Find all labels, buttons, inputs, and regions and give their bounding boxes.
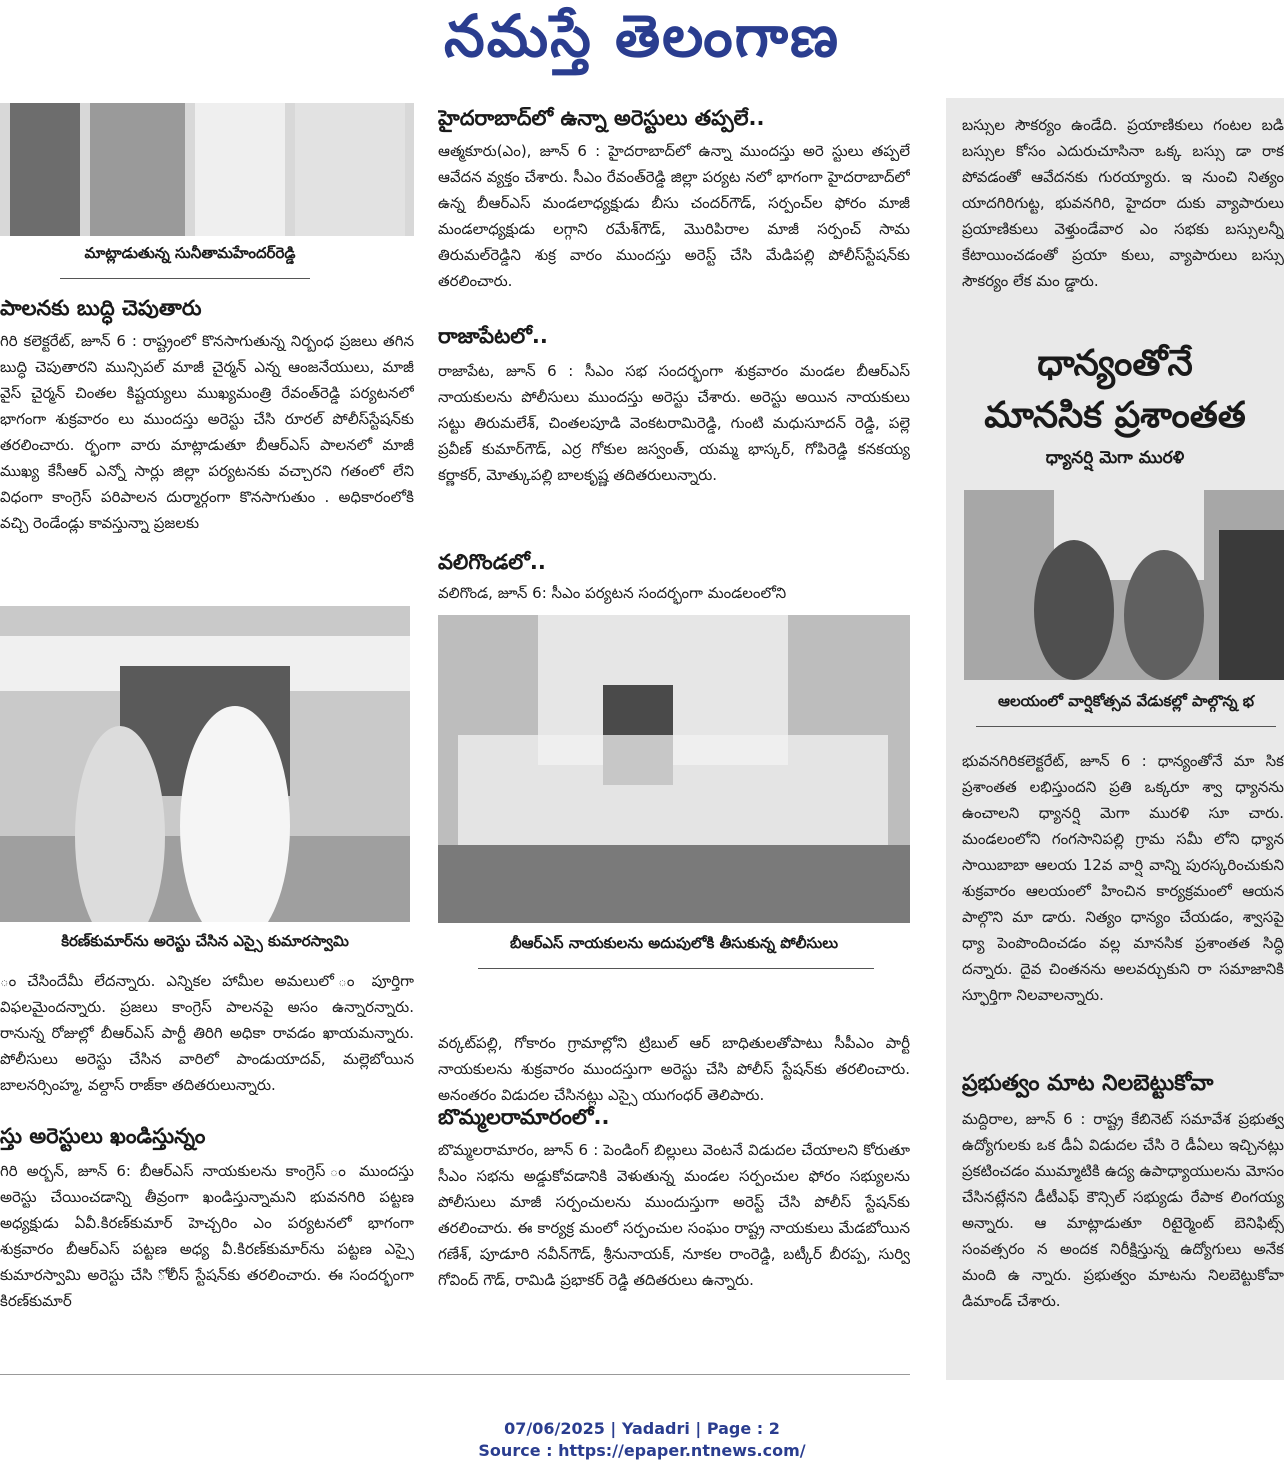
newspaper-title: నమస్తే తెలంగాణ [444,2,840,70]
headline: ప్రభుత్వం మాట నిలబెట్టుకోవా [962,1071,1214,1096]
story-text: గిరి అర్బన్, జూన్ 6: బీఆర్‌ఎస్ నాయకులను కాంగ్రెస్ ం ముందస్తు అరెస్టు చేయించడాన్ని తీవ్రంగా ఖండిస్తున్నామని భువనగిరి పట్టణ అధ్యక్షుడు ఏవీ.కిరణ్‌కుమార్ హెచ్చరిం ఎం పర్యటనలో భాగంగా శుక్రవారం బీఆర్‌ఎస్ పట్టణ అధ్య వీ.కిరణ్‌కుమార్‌ను పట్టణ ఎస్సై కుమారస్వామి అరెస్టు చేసి ోలీస్ స్టేషన్‌కు తరలించారు. ఈ సందర్భంగా కిరణ్‌కుమార్ [0,1162,414,1310]
story-text: ం చేసిందేమీ లేదన్నారు. ఎన్నికల హామీల అమలులో ం పూర్తిగా విఫలమైందన్నారు. ప్రజలు కాంగ్రెస్ పాలనపై అసం ఉన్నారన్నారు. రానున్న రోజుల్లో బీఆర్‌ఎస్ పార్టీ తిరిగి అధికా రావడం ఖాయమన్నారు. పోలీసులు అరెస్టు చేసిన వారిలో పాండుయాదవ్, మల్లెబోయిన బాలనర్సింహ్మ, వల్దాస్ రాజ్‌కా తదితరులున్నారు. [0,972,414,1094]
headline: స్తు అరెస్టులు ఖండిస్తున్నం [0,1124,206,1148]
story-text: బస్సుల సౌకర్యం ఉండేది. ప్రయాణికులు గంటల బడి బస్సుల కోసం ఎదురుచూసినా ఒక్క బస్సు డా రాక పోవడంతో ఆవేదనకు గురయ్యారు. ఇ నుంచి నిత్యం యాదగిరిగుట్ట, భువనగిరి, హైదరా దుకు వ్యాపారులు ప్రయాణికులు వెళ్తుండేవార ఎం సభకు బస్సులన్నీ కేటాయించడంతో ప్రయా కులు, వ్యాపారులు బస్సు సౌకర్యం లేక మం డ్డారు. [962,116,1284,290]
story-text: బొమ్మలరామారం, జూన్ 6 : పెండింగ్ బిల్లులు వెంటనే విడుదల చేయాలని కోరుతూ సీఎం సభను అడ్డుకోవడానికి వెళుతున్న మండల సర్పంచుల ఫోరం సభ్యులను పోలీసులు మాజీ సర్పంచులను ముందుస్తుగా అరెస్ట్ చేసి పోలీస్ స్టేషన్‌కు తరలించారు. ఈ కార్యక్ర మంలో సర్పంచుల సంఘం రాష్ట్ర నాయకులు మేడబోయిన గణేశ్, పూడూరి నవీన్‌గౌడ్, శ్రీనునాయక్, నూకల రాంరెడ్డి, బట్కీర్ బీరప్ప, సుర్వి గోవింద్ గౌడ్, రామిడి ప్రభాకర్ రెడ్డి తదితరులు ఉన్నారు. [438,1141,910,1289]
story-text: మద్దిరాల, జూన్ 6 : రాష్ట్ర కేబినెట్ సమావేశ ప్రభుత్వ ఉద్యోగులకు ఒక డీఏ విడుదల చేసి రె డీఏలు ఇచ్చినట్లు ప్రకటించడం ముమ్మాటికి ఉద్య ఉపాధ్యాయులను మోసం చేసినట్లేనని డీటీఎఫ్ కౌన్సిల్ సభ్యుడు రేపాక లింగయ్య అన్నారు. ఆ మాట్లాడుతూ రిటైర్మెంట్ బెనిఫిట్స్ సంవత్సరం న అందక నిరీక్షిస్తున్న ఉద్యోగులు అనేక మంది ఉ న్నారు. ప్రభుత్వం మాటను నిలబెట్టుకోవా డిమాండ్ చేశారు. [962,1110,1284,1310]
divider [976,726,1276,727]
sidebar-headline-line1: ధాన్యంతోనే [1037,343,1193,384]
byline: ధ్యానర్షి మెగా మురళి [1045,448,1185,468]
story-text: ఆత్మకూరు(ఎం), జూన్ 6 : హైదరాబాద్‌లో ఉన్నా ముందస్తు అరె స్టులు తప్పలే ఆవేదన వ్యక్తం చేశారు. సీఎం రేవంత్‌రెడ్డి జిల్లా పర్యట నలో భాగంగా హైదరాబాద్‌లో ఉన్న బీఆర్‌ఎస్ మండలాధ్యక్షుడు బీసు చందర్‌గౌడ్, సర్పంచ్‌ల ఫోరం మాజీ మండలాధ్యక్షుడు లగ్గాని రమేశ్‌గౌడ్, మొరిపిరాల మాజీ సర్పంచ్ సామ తిరుమల్‌రెడ్డిని శుక్ర వారం ముందస్తు అరెస్ట్ చేసి మేడిపల్లి పోలీస్‌స్టేషన్‌కు తరలించారు. [438,142,910,290]
middle-story-1 [438,104,910,309]
footer-dateline: 07/06/2025 | Yadadri | Page : 2 [504,1419,780,1438]
story-text: భువనగిరికలెక్టరేట్, జూన్ 6 : ధాన్యంతోనే మా సిక ప్రశాంతత లభిస్తుందని ప్రతి ఒక్కరూ శ్వా ధ్యానను ఉంచాలని ధ్యానర్షి మెగా మురళి సూ చారు. మండలంలోని గంగసానిపల్లి గ్రామ సమీ లోని ధ్యాన సాయిబాబా ఆలయ 12వ వార్షి వాన్ని పురస్కరించుకుని శుక్రవారం ఆలయంలో హించిన కార్యక్రమంలో ఆయన పాల్గొని మా డారు. నిత్యం ధాన్యం చేయడం, శ్వాసపై ధ్యా పెంపొందించడం వల్ల మానసిక ప్రశాంతత సిద్ధి దన్నారు. దైవ చింతనను అలవర్చుకుని రా సమాజానికి స్ఫూర్తిగా నిలవాలన్నారు. [962,752,1284,1004]
sidebar-story-0 [962,112,1284,342]
left-story-1 [0,294,414,594]
left-story-1-continued [0,968,414,1118]
right-sidebar [946,98,1284,1380]
sidebar-headline-line2: మానసిక ప్రశాంతత [984,395,1246,436]
photo-temple-anniversary [964,490,1284,680]
headline: వలిగొండలో.. [438,550,546,574]
headline: రాజాపేటలో.. [438,324,548,348]
sidebar-story-1 [962,748,1284,1038]
story-text: వలిగొండ, జూన్ 6: సీఎం పర్యటన సందర్భంగా మండలంలోని [438,584,787,602]
photo-caption-detained: బీఆర్‌ఎస్ నాయకులను అదుపులోకి తీసుకున్న పోలీసులు [509,934,839,952]
footer-source: Source : https://epaper.ntnews.com/ [478,1441,806,1460]
middle-story-4 [438,1103,910,1365]
masthead [0,0,1284,95]
divider [0,1374,910,1375]
divider [478,968,874,969]
sidebar-story-2 [962,1070,1284,1370]
photo-caption-top: మాట్లాడుతున్న సునీతామహేందర్‌రెడ్డి [84,244,296,262]
middle-story-3 [438,548,910,612]
story-text: రాజాపేట, జూన్ 6 : సీఎం సభ సందర్భంగా శుక్రవారం మండల బీఆర్‌ఎస్ నాయకులను పోలీసులు ముందస్తు అరెస్టు చేశారు. అరెస్టు అయిన నాయకులు సట్టు తిరుమలేశ్, చింతలపూడి వెంకటరామిరెడ్డి, గుంటి మధుసూదన్ రెడ్డి, పల్లె ప్రవీణ్ కుమార్‌గౌడ్, ఎర్ర గోకుల జస్వంత్, యమ్మ భాస్కర్, గోపిరెడ్డి కనకయ్య కర్ణాకర్, మోత్కుపల్లి బాలకృష్ణ తదితరులున్నారు. [438,362,910,484]
photo-leaders-group [0,103,414,236]
headline: పాలనకు బుద్ధి చెపుతారు [0,296,202,320]
story-text: వర్కట్‌పల్లి, గోకారం గ్రామాల్లోని ట్రిబుల్ ఆర్ బాధితులతోపాటు సీపీఎం పార్టీ నాయకులను శుక్రవారం ముందస్తుగా అరెస్టు చేసి పోలీస్ స్టేషన్‌కు తరలించారు. అనంతరం విడుదల చేసినట్లు ఎస్సై యుగంధర్ తెలిపారు. [438,1034,910,1104]
sidebar-headline-block [946,338,1284,488]
headline: బొమ్మలరామారంలో.. [438,1105,610,1129]
headline: హైదరాబాద్‌లో ఉన్నా అరెస్టులు తప్పలే.. [438,106,765,130]
photo-brs-leaders-detained [438,615,910,923]
photo-police-station-arrest [0,606,410,922]
story-text: గిరి కలెక్టరేట్, జూన్ 6 : రాష్ట్రంలో కొనసాగుతున్న నిర్బంధ ప్రజలు తగిన బుద్ధి చెపుతారని మున్సిపల్ మాజీ చైర్మన్ ఎన్న ఆంజనేయులు, మాజీ వైస్ చైర్మన్ చింతల కిష్టయ్యలు ముఖ్యమంత్రి రేవంత్‌రెడ్డి పర్యటనలో భాగంగా శుక్రవారం లు ముందస్తు అరెస్టు చేసి రూరల్ పోలీస్‌స్టేషన్‌కు తరలించారు. ర్భంగా వారు మాట్లాడుతూ బీఆర్‌ఎస్ పాలనలో మాజీ ముఖ్య కేసీఆర్ ఎన్నో సార్లు జిల్లా పర్యటనకు వచ్చారని గతంలో లేని విధంగా కాంగ్రెస్ పరిపాలన దుర్మార్గంగా కొనసాగుతుం . అధికారంలోకి వచ్చి రెండేండ్లు కావస్తున్నా ప్రజలకు [0,332,414,532]
divider [60,278,310,279]
photo-caption-arrest: కిరణ్‌కుమార్‌ను అరెస్టు చేసిన ఎస్సై కుమారస్వామి [61,932,349,950]
middle-story-2 [438,322,910,532]
left-story-2 [0,1122,414,1384]
photo-caption-temple: ఆలయంలో వార్షికోత్సవ వేడుకల్లో పాల్గొన్న భ [998,692,1254,710]
